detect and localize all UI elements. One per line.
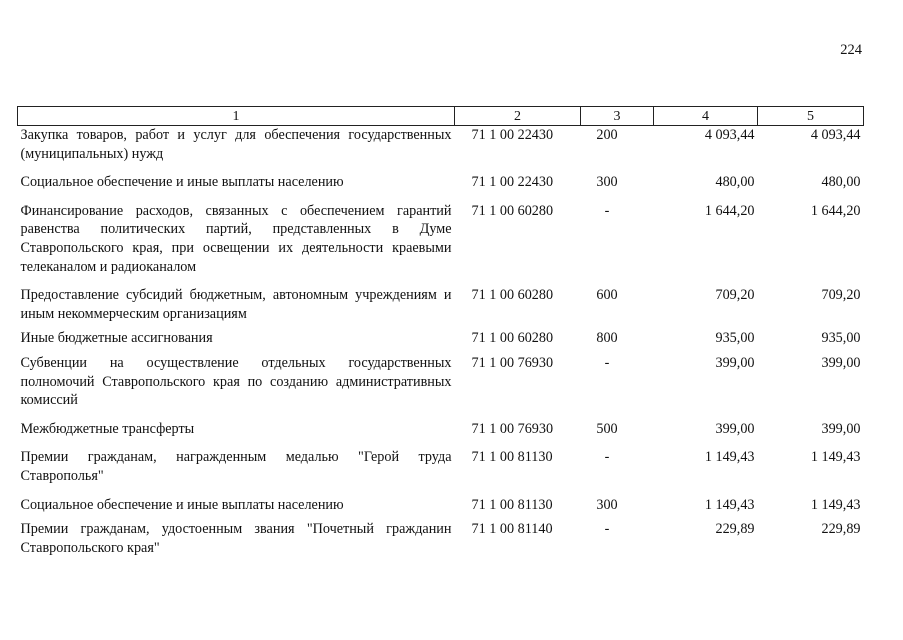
row-code: 71 1 00 81130 [471,496,553,513]
page-number: 224 [840,42,862,58]
row-amount-4: 399,00 [715,420,755,437]
row-type: - [604,449,610,466]
row-type: 600 [596,287,618,304]
row-amount-5: 935,00 [821,330,861,347]
table-row [18,354,864,420]
row-amount-5: 1 149,43 [810,496,861,513]
row-code: 71 1 00 76930 [471,354,554,371]
row-amount-4: 709,20 [715,287,755,304]
table-row [18,173,864,202]
row-amount-4: 1 644,20 [704,202,755,219]
header-col-2: 2 [455,107,581,126]
row-code: 71 1 00 22430 [471,127,554,143]
row-amount-4: 399,00 [715,354,755,371]
row-code: 71 1 00 76930 [471,420,554,437]
row-amount-4: 480,00 [715,174,755,191]
table-row [18,520,864,557]
row-amount-4: 1 149,43 [704,449,755,466]
row-code: 71 1 00 22430 [471,174,554,191]
row-code: 71 1 00 60280 [471,202,554,219]
header-col-5: 5 [758,107,864,126]
row-type: 500 [596,420,618,437]
row-name: Субвенции на осуществление отдельных государственных полномочий Ставропольского края по созданию административных комиссий [20,354,452,409]
table-header [18,107,864,126]
table-body [18,126,864,558]
row-type: - [604,202,610,219]
row-type: - [604,354,610,371]
table-row [18,286,864,329]
table-row [18,329,864,354]
row-type: 200 [596,127,618,143]
table-row [18,126,864,174]
row-name: Иные бюджетные ассигнования [20,330,213,347]
row-type: 800 [596,330,618,347]
table-row [18,496,864,521]
header-col-3: 3 [581,107,654,126]
row-name: Социальное обеспечение и иные выплаты населению [20,496,344,513]
header-row [18,107,864,126]
header-col-1: 1 [18,107,455,126]
row-name: Премии гражданам, награжденным медалью "Герой труда Ставрополья" [20,449,452,484]
row-type: 300 [596,496,618,513]
row-amount-4: 4 093,44 [704,127,755,143]
row-amount-5: 1 149,43 [810,449,861,466]
row-type: 300 [596,174,618,191]
row-amount-5: 480,00 [821,174,861,191]
table-row [18,420,864,449]
row-code: 71 1 00 81130 [471,449,553,466]
row-amount-4: 935,00 [715,330,755,347]
row-amount-5: 1 644,20 [810,202,861,219]
row-amount-5: 229,89 [821,521,861,538]
budget-table [17,106,864,557]
row-name: Премии гражданам, удостоенным звания "Почетный гражданин Ставропольского края" [20,521,452,556]
row-name: Финансирование расходов, связанных с обеспечением гарантий равенства политических партий, представленных в Думе Ставропольского края, при освещении их деятельности краевыми телеканалом и радиоканалом [20,202,452,275]
row-code: 71 1 00 60280 [471,287,554,304]
row-name: Предоставление субсидий бюджетным, автономным учреждениям и иным некоммерческим организациям [20,287,452,322]
row-amount-5: 4 093,44 [810,127,861,143]
row-amount-5: 399,00 [821,354,861,371]
row-code: 71 1 00 81140 [471,521,553,538]
row-name: Межбюджетные трансферты [20,420,195,437]
row-amount-5: 709,20 [821,287,861,304]
header-col-4: 4 [654,107,758,126]
table-row [18,202,864,286]
row-name: Социальное обеспечение и иные выплаты населению [20,174,344,191]
row-type: - [604,521,610,538]
row-amount-5: 399,00 [821,420,861,437]
row-amount-4: 1 149,43 [704,496,755,513]
row-name: Закупка товаров, работ и услуг для обеспечения государственных (муниципальных) нужд [20,127,452,162]
row-amount-4: 229,89 [715,521,755,538]
table-row [18,448,864,495]
row-code: 71 1 00 60280 [471,330,554,347]
